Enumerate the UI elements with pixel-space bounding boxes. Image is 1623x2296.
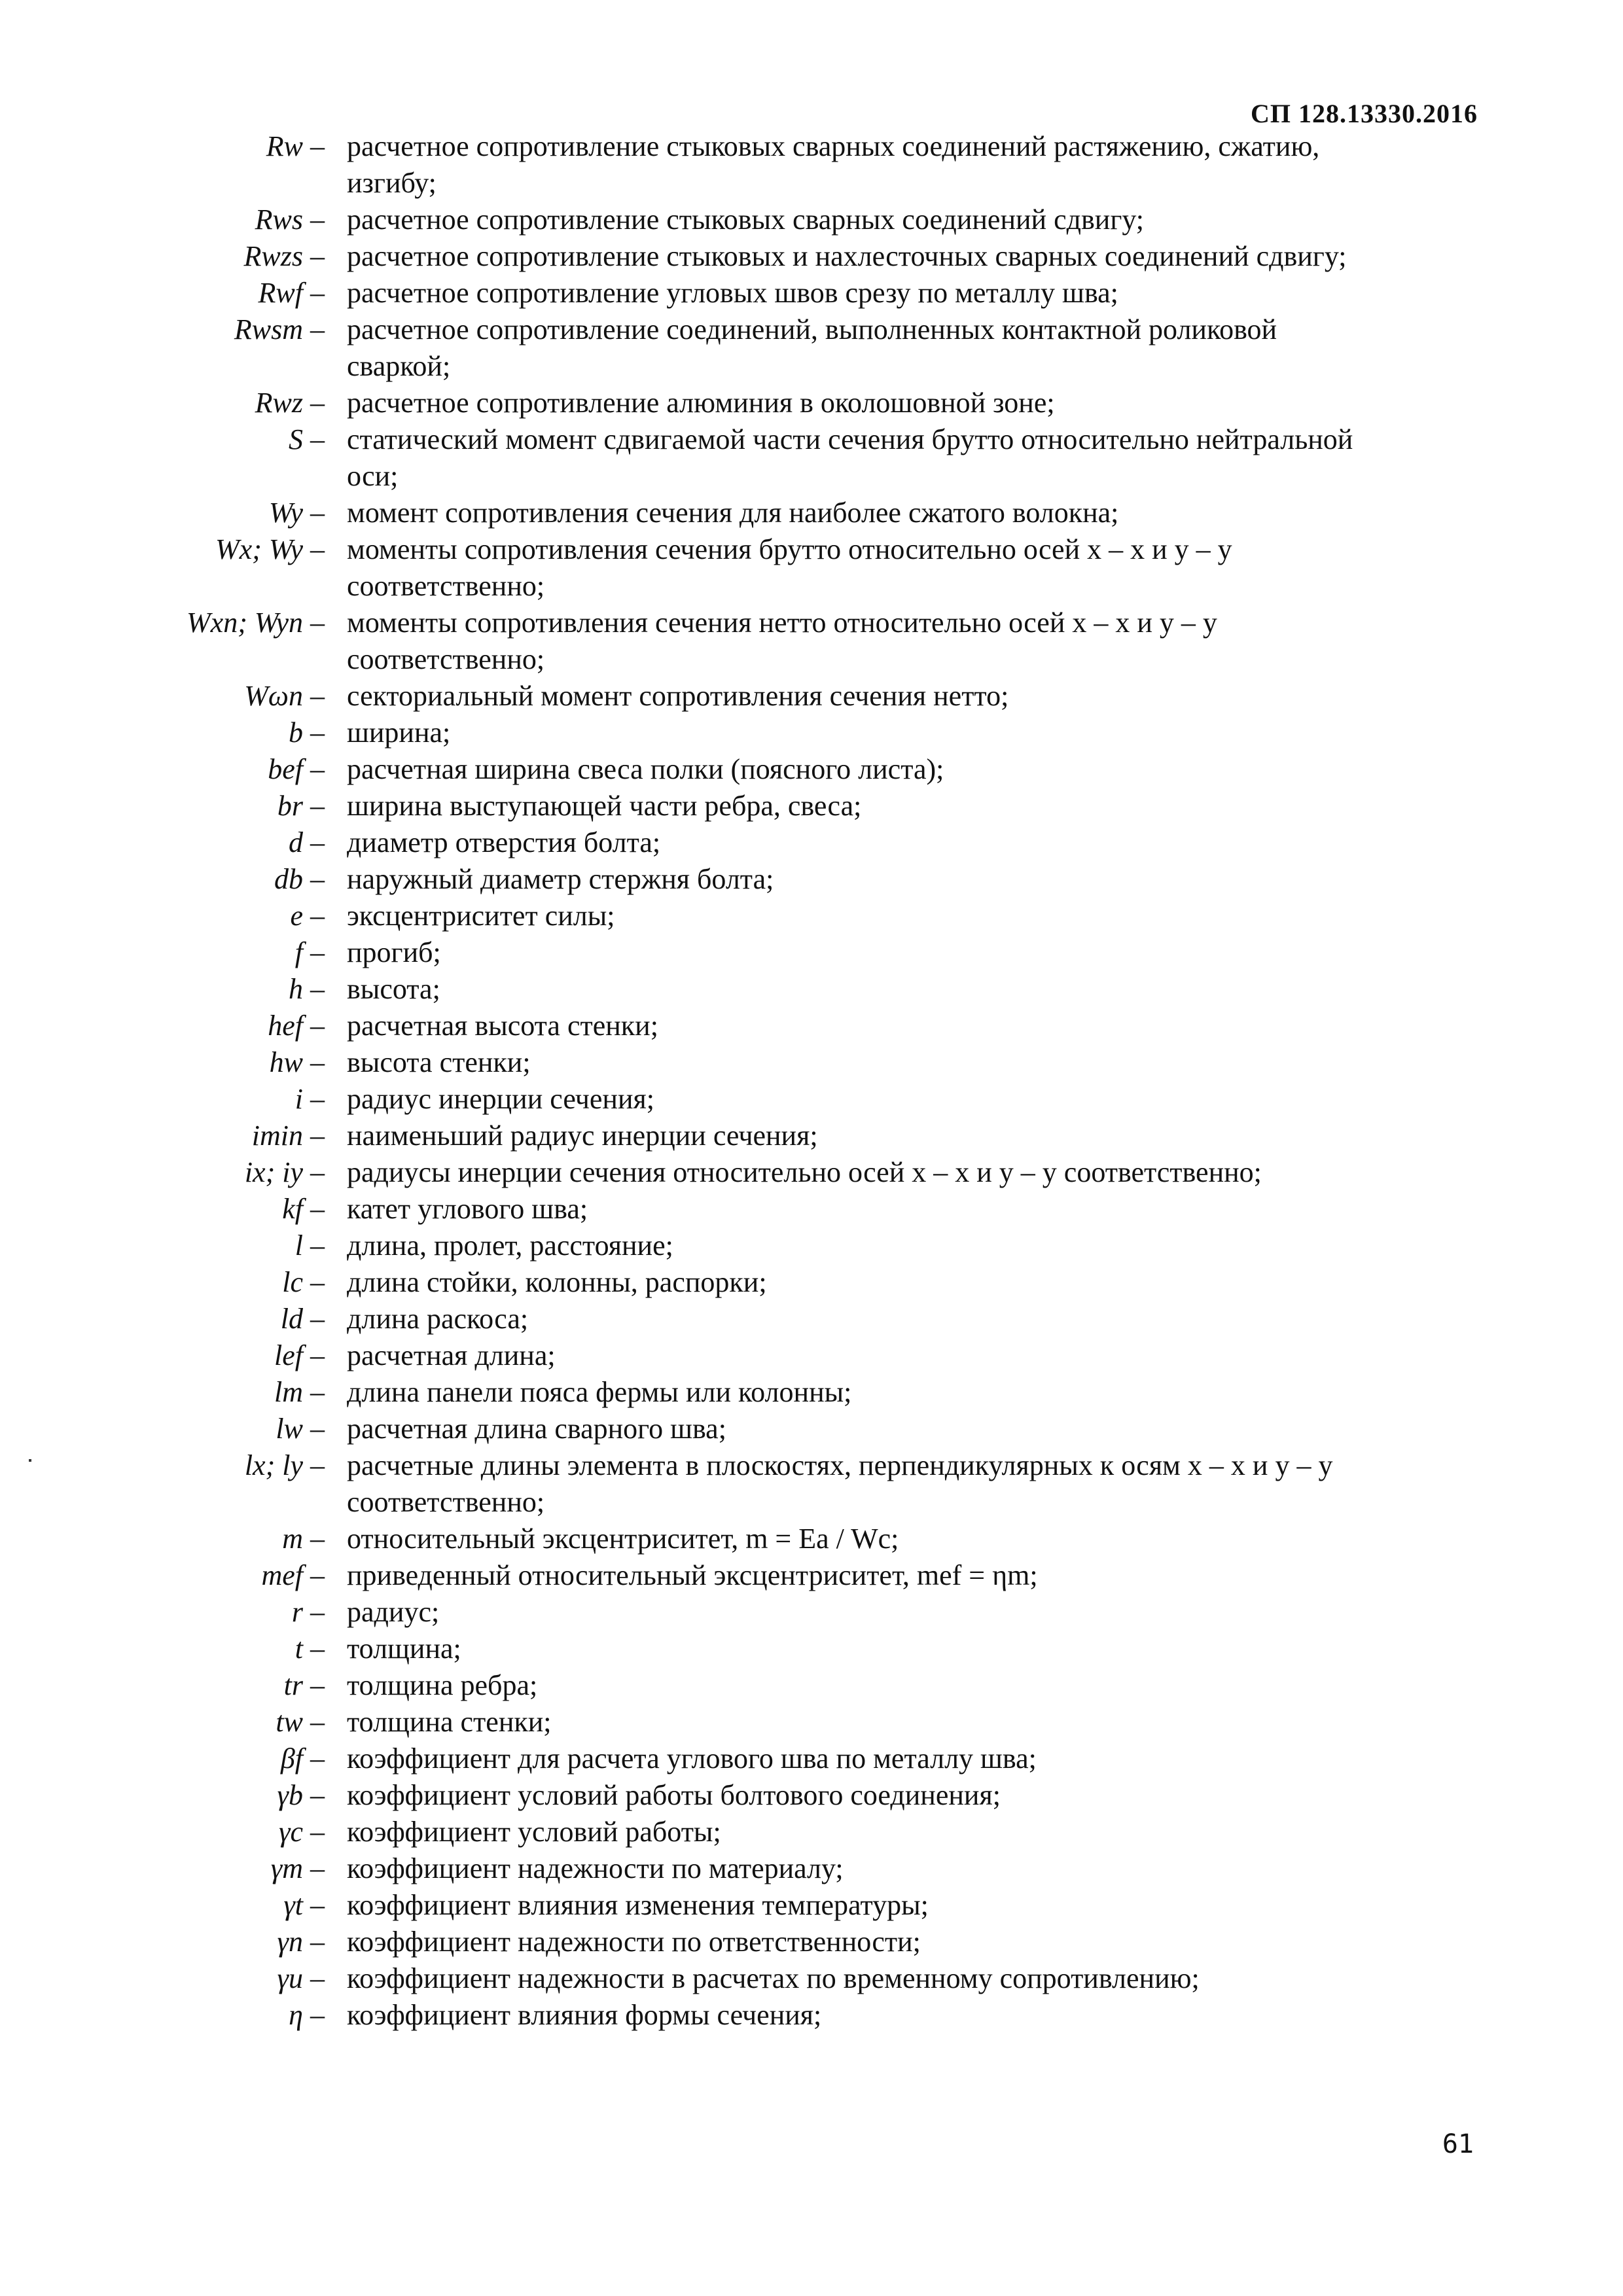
symbol-text: Rw [266,130,303,162]
symbol [0,605,347,641]
symbol-dash: – [310,1303,325,1335]
symbol-row [0,1118,1623,1154]
symbol [0,1521,347,1557]
symbol-dash: – [310,533,325,565]
symbol-dash: – [310,240,325,272]
symbol [0,421,347,458]
symbol [0,1777,347,1814]
symbol-text: γu [277,1962,303,1994]
symbol-dash: – [310,1413,325,1445]
symbol-row [0,1264,1623,1301]
symbol [0,1594,347,1631]
symbol [0,1301,347,1337]
symbol-row [0,934,1623,971]
symbol-dash: – [310,1926,325,1958]
symbol [0,1118,347,1154]
symbol-text: i [294,1083,303,1115]
symbol-text: hw [269,1046,303,1078]
symbol-text: h [289,973,303,1005]
symbol-description: относительный эксцентриситет, m = Ea / Wc; [347,1523,899,1555]
symbol-row [0,1777,1623,1814]
symbol-text: bef [268,753,303,785]
symbol-text: βf [280,1742,303,1775]
symbol [0,1227,347,1264]
symbol-text: r [291,1596,303,1628]
symbol-text: lx; ly [244,1449,303,1481]
symbol-row [0,1887,1623,1924]
symbol [0,1154,347,1191]
symbol [0,1411,347,1447]
symbol-text: Wωn [244,680,303,712]
symbol-text: d [289,826,303,858]
symbol-description: радиусы инерции сечения относительно осей x – x и y – y соответственно; [347,1156,1262,1188]
symbol-dash: – [310,753,325,785]
symbol-row [0,1704,1623,1740]
symbol-row [0,1850,1623,1887]
symbol-row [0,1191,1623,1227]
symbol-row [0,1924,1623,1960]
symbol-row [0,898,1623,934]
symbol [0,1704,347,1740]
symbol-description: радиус; [347,1596,440,1628]
symbol-description: расчетная длина сварного шва; [347,1413,726,1445]
symbol-description: статический момент сдвигаемой части сечения брутто относительно нейтральной оси; [347,423,1353,492]
symbol [0,1667,347,1704]
symbol-description: наименьший радиус инерции сечения; [347,1120,818,1152]
symbol-description: расчетное сопротивление стыковых сварных соединений растяжению, сжатию, изгибу; [347,130,1320,199]
symbol [0,788,347,824]
symbol-description: высота стенки; [347,1046,531,1078]
symbol [0,531,347,568]
symbol-description: коэффициент надежности по ответственности; [347,1926,921,1958]
symbol [0,1631,347,1667]
symbol [0,1264,347,1301]
symbol-row [0,495,1623,531]
symbol-row [0,202,1623,238]
symbol-text: γb [277,1779,303,1811]
symbol [0,1081,347,1118]
symbol-row [0,275,1623,311]
symbol-text: lc [282,1266,303,1298]
symbol-description: радиус инерции сечения; [347,1083,654,1115]
symbol [0,495,347,531]
symbol [0,1557,347,1594]
symbol-list [0,128,1623,2034]
symbol-dash: – [310,716,325,749]
symbol-dash: – [310,1193,325,1225]
symbol-description: расчетные длины элемента в плоскостях, перпендикулярных к осям x – x и y – y соответственно; [347,1449,1333,1518]
symbol-dash: – [310,973,325,1005]
symbol-description: расчетное сопротивление стыковых сварных соединений сдвигу; [347,203,1145,236]
symbol-row [0,385,1623,421]
symbol-description: коэффициент надежности в расчетах по временному сопротивлению; [347,1962,1200,1994]
symbol-dash: – [310,1669,325,1701]
document-code: СП 128.13330.2016 [1251,99,1478,128]
symbol-text: Rwsm [234,313,303,345]
symbol [0,715,347,751]
symbol-text: db [274,863,303,895]
symbol-row [0,1044,1623,1081]
symbol-dash: – [310,1559,325,1591]
symbol-description: секториальный момент сопротивления сечения нетто; [347,680,1009,712]
symbol-row [0,1631,1623,1667]
symbol [0,1924,347,1960]
symbol-row [0,1154,1623,1191]
symbol-text: S [289,423,303,455]
symbol-description: моменты сопротивления сечения нетто относительно осей x – x и y – y соответственно; [347,607,1217,675]
symbol-description: расчетное сопротивление соединений, выполненных контактной роликовой сваркой; [347,313,1277,382]
symbol-dash: – [310,1523,325,1555]
symbol-description: толщина; [347,1633,461,1665]
symbol [0,385,347,421]
symbol-dash: – [310,1706,325,1738]
symbol-description: толщина стенки; [347,1706,552,1738]
symbol-description: прогиб; [347,936,441,968]
symbol-description: ширина выступающей части ребра, свеса; [347,790,862,822]
symbol-row [0,311,1623,385]
symbol-row [0,1557,1623,1594]
symbol [0,275,347,311]
symbol-description: коэффициент условий работы; [347,1816,721,1848]
symbol-row [0,1411,1623,1447]
symbol-description: толщина ребра; [347,1669,538,1701]
symbol-dash: – [310,1779,325,1811]
symbol-dash: – [310,1596,325,1628]
symbol-row [0,1227,1623,1264]
symbol-dash: – [310,277,325,309]
symbol-description: коэффициент влияния изменения температуры; [347,1889,929,1921]
symbol [0,1374,347,1411]
symbol [0,751,347,788]
symbol-row [0,238,1623,275]
symbol-text: Rws [255,203,303,236]
symbol-dash: – [310,387,325,419]
symbol-text: γn [277,1926,303,1958]
symbol-description: длина панели пояса фермы или колонны; [347,1376,852,1408]
symbol [0,898,347,934]
symbol-text: Wxn; Wyn [187,607,303,639]
symbol [0,1447,347,1484]
symbol-dash: – [310,607,325,639]
symbol-dash: – [310,1889,325,1921]
symbol-row [0,531,1623,605]
symbol-text: γm [270,1852,303,1884]
symbol-row [0,971,1623,1008]
symbol [0,971,347,1008]
symbol-dash: – [310,1120,325,1152]
symbol-text: br [277,790,303,822]
symbol-dash: – [310,1816,325,1848]
symbol [0,861,347,898]
symbol-row [0,1081,1623,1118]
symbol-dash: – [310,1852,325,1884]
symbol-row [0,715,1623,751]
symbol-description: расчетное сопротивление угловых швов срезу по металлу шва; [347,277,1118,309]
symbol-description: момент сопротивления сечения для наиболее сжатого волокна; [347,497,1119,529]
symbol-row [0,1814,1623,1850]
symbol-dash: – [310,1376,325,1408]
symbol-dash: – [310,1266,325,1298]
symbol-description: расчетная длина; [347,1339,556,1371]
symbol-row [0,1594,1623,1631]
symbol [0,1887,347,1924]
symbol-description: длина, пролет, расстояние; [347,1229,673,1262]
symbol-text: lm [274,1376,303,1408]
symbol-description: диаметр отверстия болта; [347,826,661,858]
symbol-dash: – [310,826,325,858]
symbol [0,1960,347,1997]
symbol-dash: – [310,863,325,895]
symbol-dash: – [310,1962,325,1994]
symbol-description: расчетное сопротивление алюминия в околошовной зоне; [347,387,1055,419]
symbol-text: f [294,936,303,968]
symbol-row [0,678,1623,715]
symbol-row [0,1740,1623,1777]
symbol [0,1814,347,1850]
symbol-row [0,751,1623,788]
symbol-row [0,1301,1623,1337]
symbol-dash: – [310,1156,325,1188]
symbol-description: наружный диаметр стержня болта; [347,863,774,895]
symbol-text: kf [282,1193,303,1225]
symbol-dash: – [310,1083,325,1115]
symbol-text: t [294,1633,303,1665]
symbol-text: ld [280,1303,303,1335]
symbol-text: lef [274,1339,303,1371]
symbol-row [0,1521,1623,1557]
symbol-dash: – [310,313,325,345]
symbol-text: tw [276,1706,303,1738]
symbol-dash: – [310,1999,325,2031]
symbol-description: длина стойки, колонны, распорки; [347,1266,767,1298]
symbol-description: расчетная ширина свеса полки (поясного листа); [347,753,944,785]
symbol-text: Rwf [258,277,303,309]
symbol-text: e [290,900,303,932]
symbol-dash: – [310,1229,325,1262]
symbol-dash: – [310,680,325,712]
scan-dot [29,1459,31,1462]
symbol-text: ix; iy [244,1156,303,1188]
symbol-description: расчетная высота стенки; [347,1010,658,1042]
symbol-dash: – [310,1742,325,1775]
symbol-text: Rwz [255,387,303,419]
symbol-text: imin [251,1120,303,1152]
symbol-dash: – [310,936,325,968]
symbol-dash: – [310,1633,325,1665]
symbol-row [0,1008,1623,1044]
symbol-dash: – [310,130,325,162]
symbol-dash: – [310,1046,325,1078]
symbol-description: эксцентриситет силы; [347,900,615,932]
symbol-text: l [294,1229,303,1262]
symbol-row [0,1374,1623,1411]
symbol-text: b [289,716,303,749]
symbol-row [0,788,1623,824]
symbol-description: ширина; [347,716,451,749]
symbol [0,311,347,348]
symbol-text: γc [279,1816,303,1848]
symbol-row [0,861,1623,898]
symbol-row [0,1960,1623,1997]
symbol-text: Rwzs [243,240,303,272]
symbol-text: Wx; Wy [215,533,303,565]
symbol-description: катет углового шва; [347,1193,588,1225]
symbol-row [0,1447,1623,1521]
symbol-description: коэффициент влияния формы сечения; [347,1999,822,2031]
symbol-row [0,1667,1623,1704]
symbol-text: γt [283,1889,303,1921]
symbol-description: коэффициент для расчета углового шва по металлу шва; [347,1742,1037,1775]
symbol [0,202,347,238]
symbol-description: коэффициент условий работы болтового соединения; [347,1779,1001,1811]
symbol [0,1997,347,2034]
symbol-description: расчетное сопротивление стыковых и нахлесточных сварных соединений сдвигу; [347,240,1347,272]
symbol-description: высота; [347,973,440,1005]
symbol [0,1850,347,1887]
symbol-dash: – [310,203,325,236]
symbol-row [0,824,1623,861]
symbol-description: длина раскоса; [347,1303,529,1335]
symbol [0,678,347,715]
symbol-dash: – [310,497,325,529]
symbol-dash: – [310,1339,325,1371]
symbol [0,1337,347,1374]
symbol-dash: – [310,423,325,455]
symbol-text: lw [276,1413,303,1445]
symbol-text: Wy [268,497,303,529]
symbol-text: tr [283,1669,303,1701]
symbol-description: приведенный относительный эксцентриситет, mef = ηm; [347,1559,1038,1591]
symbol [0,824,347,861]
symbol-text: mef [261,1559,303,1591]
symbol-text: hef [268,1010,303,1042]
symbol-description: моменты сопротивления сечения брутто относительно осей x – x и y – y соответственно; [347,533,1232,602]
page-number: 61 [1442,2129,1474,2159]
symbol [0,1044,347,1081]
symbol-dash: – [310,1449,325,1481]
symbol-row [0,1997,1623,2034]
symbol-description: коэффициент надежности по материалу; [347,1852,844,1884]
symbol-dash: – [310,1010,325,1042]
symbol-dash: – [310,900,325,932]
symbol [0,1740,347,1777]
symbol-row [0,421,1623,495]
symbol [0,934,347,971]
symbol-row [0,605,1623,678]
symbol-text: m [282,1523,303,1555]
symbol-text: η [289,1999,303,2031]
symbol-row [0,1337,1623,1374]
symbol-row [0,128,1623,202]
symbol [0,128,347,165]
symbol-dash: – [310,790,325,822]
symbol [0,1191,347,1227]
symbol [0,1008,347,1044]
symbol [0,238,347,275]
